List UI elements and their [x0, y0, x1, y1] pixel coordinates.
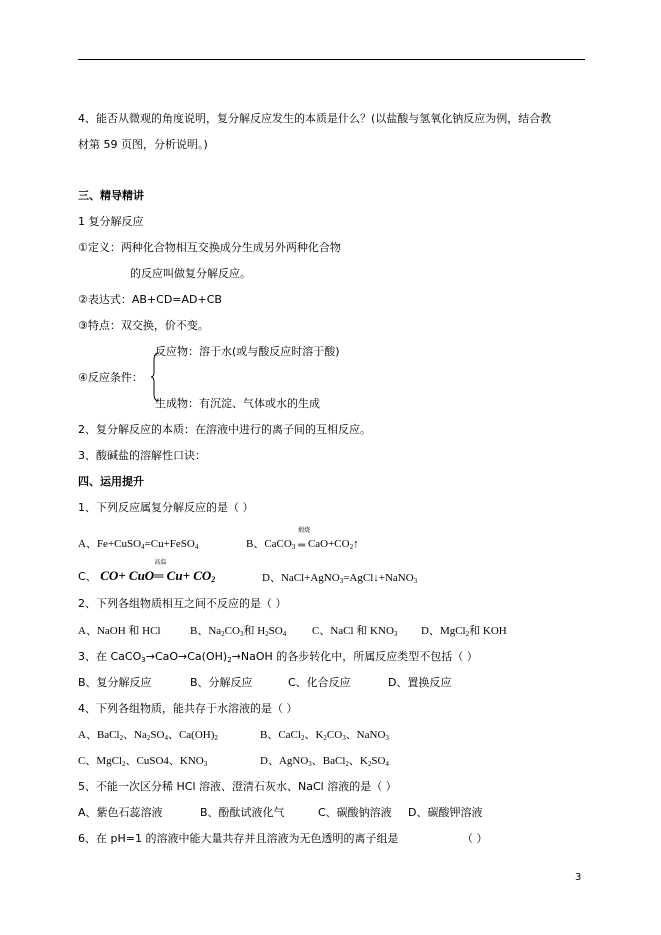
- q5-option-c: C、碳酸钠溶液: [318, 806, 392, 819]
- definition-line2: 的反应叫做复分解反应。: [130, 267, 251, 280]
- q3-option-b: B、分解反应: [190, 676, 253, 689]
- q2-stem: 2、下列各组物质相互之间不反应的是（ ）: [78, 597, 287, 610]
- q4-line2: 材第 59 页图，分析说明。): [78, 138, 208, 151]
- condition-calcine: 煅烧: [298, 528, 311, 534]
- definition-line1: ①定义：两种化合物相互交换成分生成另外两种化合物: [78, 241, 341, 254]
- q4b-option-c: C、MgCl$_2$、CuSO4、$KNO_3$: [78, 755, 208, 768]
- solubility: 3、酸碱盐的溶解性口诀：: [78, 449, 206, 462]
- q1-option-b: B、CaCO$_3$ 煅烧 ═ $CaO+CO_2↑$: [246, 528, 359, 551]
- q4b-option-a: A、BaCl$_2$、$Na_2SO_4$、$Ca(OH)_2$: [78, 729, 218, 742]
- condition-label: ④反应条件：: [78, 371, 143, 384]
- q4b-stem: 4、下列各组物质，能共存于水溶液的是（ ）: [78, 702, 298, 715]
- q6-stem: 6、在 pH=1 的溶液中能大量共存并且溶液为无色透明的离子组是: [78, 832, 399, 845]
- expression: ②表达式：AB+CD=AD+CB: [78, 293, 222, 306]
- page-number: 3: [575, 872, 582, 883]
- q4b-option-b: B、CaCl$_2$、$K_2CO_3$、NaNO$_3$: [260, 729, 389, 742]
- q1-stem: 1、下列反应属复分解反应的是（ ）: [78, 501, 254, 514]
- q3-option-c: C、化合反应: [288, 676, 351, 689]
- q1-option-a: A、Fe+CuSO$_4$=Cu+FeSO$_4$: [78, 538, 199, 551]
- section3-sub1: 1 复分解反应: [78, 215, 144, 228]
- q6-answer-blank: （ ）: [462, 832, 488, 845]
- brace-icon: [150, 352, 160, 402]
- q3-stem: 3、在 $CaCO_3\to CaO\to Ca(OH)_2\to NaOH$ 的各步转化中，所属反应类型不包括（ ）: [78, 650, 478, 664]
- condition-product: 生成物：有沉淀、气体或水的生成: [155, 397, 320, 410]
- q2-option-c: C、NaCl 和 $KNO_3$: [312, 625, 398, 638]
- section4-title: 四、运用提升: [78, 475, 144, 488]
- section3-title: 三、精导精讲: [78, 189, 144, 202]
- q1-option-d: D、NaCl+AgNO$_3$=AgCl↓+NaNO$_3$: [262, 572, 418, 585]
- q2-option-a: A、NaOH 和 HCl: [78, 625, 161, 637]
- condition-high-temp: 高温: [154, 560, 167, 566]
- q5-option-a: A、紫色石蕊溶液: [78, 806, 163, 819]
- q2-option-d: D、MgCl$_2$和 KOH: [421, 625, 507, 638]
- q1-option-c: C、 CO+ CuO 高温 ═ $Cu+ CO_2$: [78, 560, 216, 584]
- q5-option-d: D、碳酸钾溶液: [408, 806, 483, 819]
- header-rule: [78, 59, 585, 60]
- condition-reactant: 反应物：溶于水(或与酸反应时溶于酸): [155, 345, 340, 358]
- essence: 2、复分解反应的本质：在溶液中进行的离子间的互相反应。: [78, 423, 371, 436]
- q5-stem: 5、不能一次区分稀 HCl 溶液、澄清石灰水、NaCl 溶液的是（ ）: [78, 780, 397, 793]
- feature: ③特点：双交换，价不变。: [78, 319, 209, 332]
- q3-option-d: D、置换反应: [388, 676, 452, 689]
- q5-option-b: B、酚酞试液化气: [200, 806, 285, 819]
- q4b-option-d: D、AgNO$_3$、BaCl$_2$、$K_2SO_4$: [260, 755, 389, 768]
- q4-line1: 4、能否从微观的角度说明，复分解反应发生的本质是什么？(以盐酸与氢氧化钠反应为例，结合教: [78, 112, 552, 125]
- q2-option-b: B、$Na_2CO_3$和 $H_2SO_4$: [190, 625, 287, 638]
- q3-option-a: B、复分解反应: [78, 676, 152, 689]
